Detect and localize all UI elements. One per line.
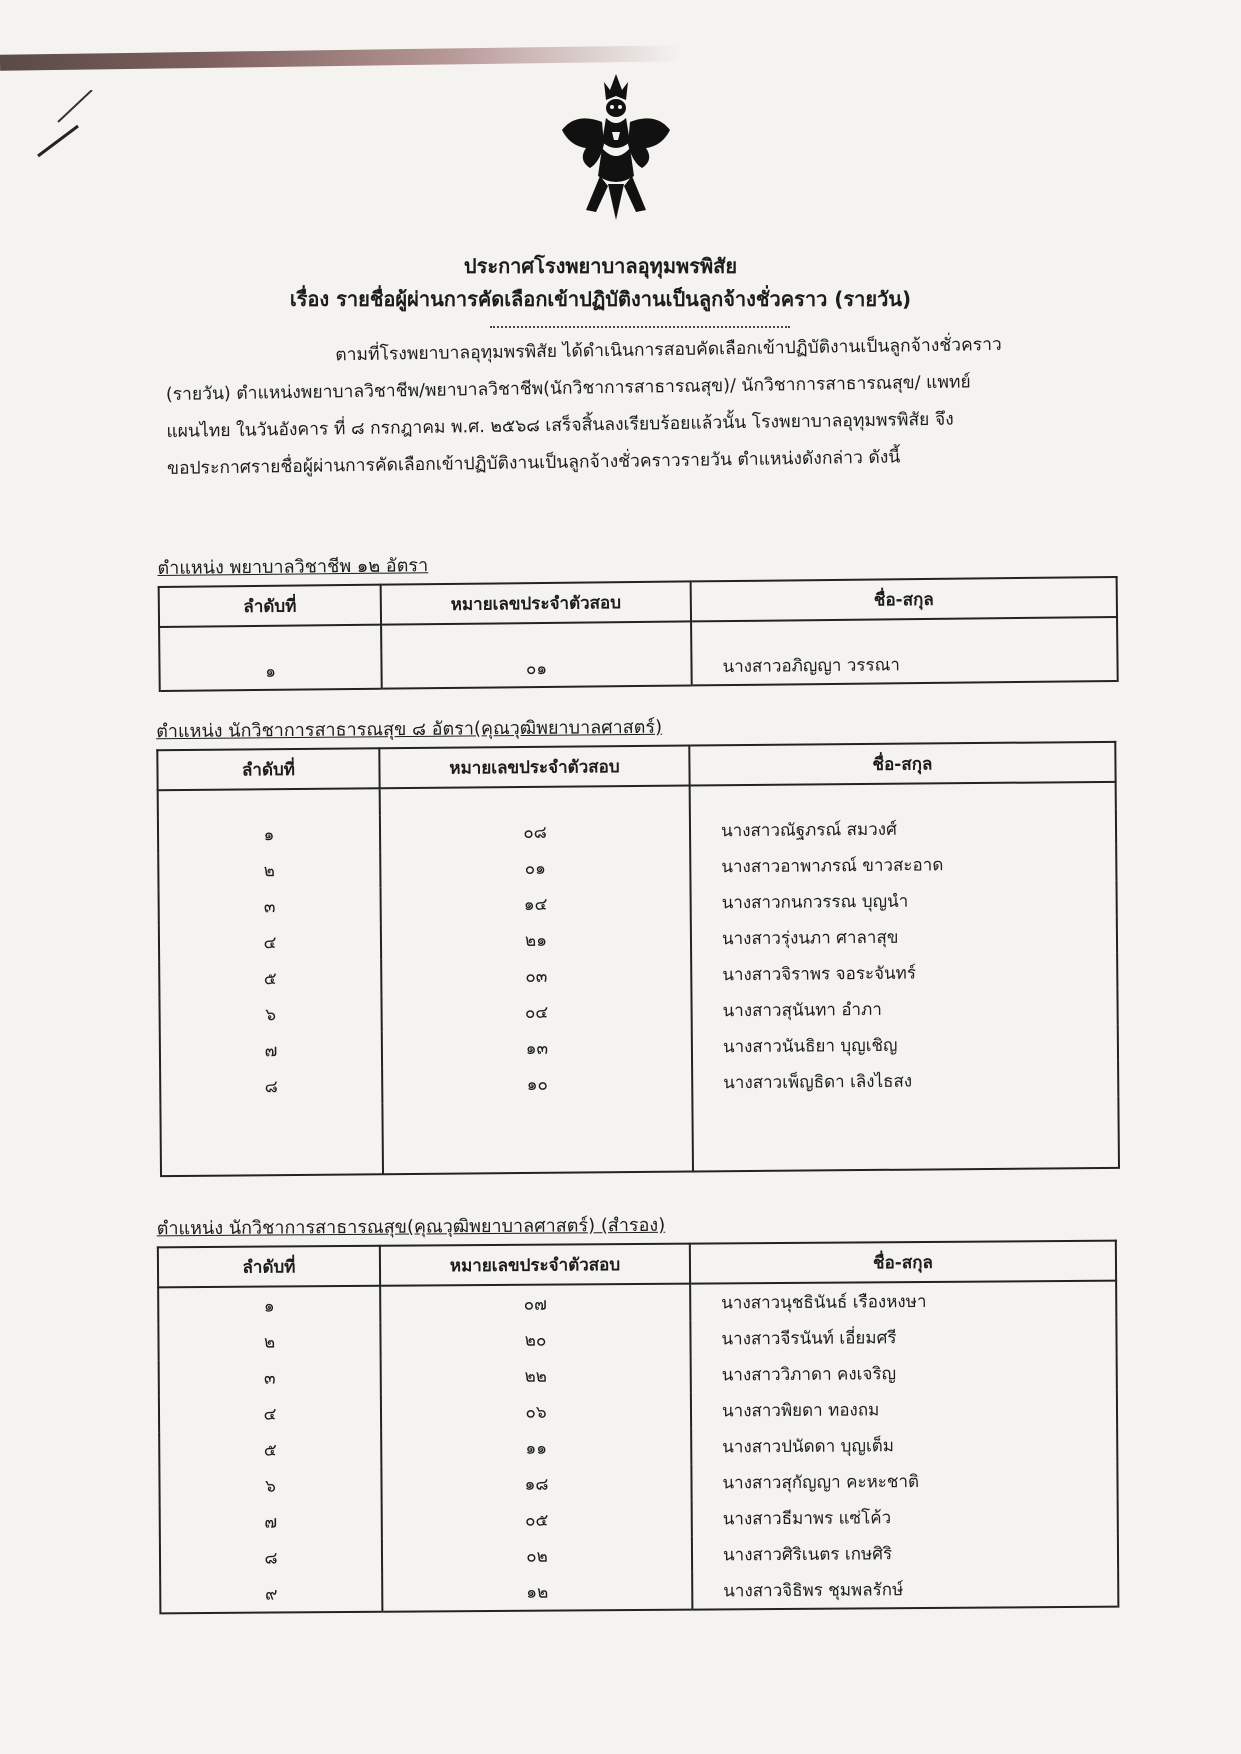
order-cell: ๒ [158,1323,380,1361]
order-cell: ๓ [159,887,381,925]
name-cell: นางสาวจิราพร จอระจันทร์ [691,953,1117,993]
announcement-subject: เรื่อง รายชื่อผู้ผ่านการคัดเลือกเข้าปฏิบัติงานเป็นลูกจ้างชั่วคราว (รายวัน) [289,287,912,311]
order-cell: ๘ [160,1067,382,1105]
column-header-name: ชื่อ-สกุล [689,742,1115,786]
name-cell: นางสาวอาพาภรณ์ ขาวสะอาด [690,845,1116,885]
exam-id-cell: ๑๑ [381,1429,691,1467]
order-cell: ๕ [159,959,381,997]
name-cell: นางสาวรุ่งนภา ศาลาสุข [691,917,1117,957]
section-heading: ตำแหน่ง นักวิชาการสาธารณสุข(คุณวุฒิพยาบาลศาสตร์) (สำรอง) [156,1214,666,1240]
body-line: ตามที่โรงพยาบาลอุทุมพรพิสัย ได้ดำเนินการสอบคัดเลือกเข้าปฏิบัติงานเป็นลูกจ้างชั่วคราว [335,334,1002,366]
exam-id-cell: ๑๔ [381,885,691,924]
exam-id-cell: ๑๘ [381,1465,691,1503]
exam-id-cell: ๐๖ [381,1393,691,1431]
section-heading: ตำแหน่ง นักวิชาการสาธารณสุข ๘ อัตรา(คุณวุฒิพยาบาลศาสตร์) [156,716,663,743]
candidates-table [156,741,1120,1177]
order-cell: ๑ [159,652,381,691]
exam-id-cell: ๑๒ [382,1573,692,1612]
exam-id-cell: ๐๒ [382,1537,692,1575]
name-cell: นางสาวกนกวรรณ บุญนำ [690,881,1116,921]
name-cell: นางสาวจิธิพร ชุมพลรักษ์ [692,1570,1118,1610]
name-cell: นางสาวธีมาพร แซ่โค้ว [692,1498,1118,1537]
exam-id-cell: ๐๑ [380,849,690,888]
column-header-order: ลำดับที่ [158,1246,380,1288]
exam-id-cell: ๑๓ [382,1029,692,1068]
order-cell: ๖ [159,995,381,1033]
exam-id-cell: ๐๓ [381,957,691,996]
order-cell: ๔ [159,923,381,961]
body-line: ขอประกาศรายชื่อผู้ผ่านการคัดเลือกเข้าปฏิบัติงานเป็นลูกจ้างชั่วคราวรายวัน ตำแหน่งดังกล่าว ดังนี้ [166,447,901,479]
name-cell: นางสาวปนัดดา บุญเต็ม [691,1426,1117,1465]
name-cell: นางสาวจีรนันท์ เอี่ยมศรี [690,1318,1116,1357]
candidates-table [158,576,1119,692]
name-cell: นางสาวนันธิยา บุญเชิญ [692,1025,1118,1065]
column-header-name: ชื่อ-สกุล [691,577,1117,621]
garuda-emblem-icon [556,72,676,222]
pen-marks [30,90,110,180]
name-cell: นางสาวนุชธินันธ์ เรืองหงษา [690,1281,1116,1321]
exam-id-cell: ๐๑ [381,648,691,688]
column-header-order: ลำดับที่ [157,748,379,790]
column-header-exam-id: หมายเลขประจำตัวสอบ [380,1244,690,1286]
exam-id-cell: ๐๔ [381,993,691,1032]
order-cell: ๔ [159,1395,381,1433]
column-header-exam-id: หมายเลขประจำตัวสอบ [379,746,689,789]
order-cell: ๑ [158,1286,380,1325]
announcement-body [165,325,1127,488]
body-line: แผนไทย ในวันอังคาร ที่ ๘ กรกฎาคม พ.ศ. ๒๕๖๘ เสร็จสิ้นลงเรียบร้อยแล้วนั้น โรงพยาบาลอุทุมพรพิสัย จึง [166,409,954,442]
exam-id-cell: ๒๐ [380,1321,690,1359]
order-cell: ๘ [160,1539,382,1577]
exam-id-cell: ๐๘ [380,813,690,852]
order-cell: ๙ [160,1575,382,1614]
name-cell: นางสาวสุกัญญา คะหะชาติ [691,1462,1117,1501]
order-cell: ๗ [160,1031,382,1069]
column-header-order: ลำดับที่ [159,585,381,627]
name-cell: นางสาวพิยดา ทองถม [691,1390,1117,1429]
section-heading: ตำแหน่ง พยาบาลวิชาชีพ ๑๒ อัตรา [157,555,429,580]
column-header-name: ชื่อ-สกุล [690,1241,1116,1284]
name-cell: นางสาวสุนันทา อำภา [691,989,1117,1029]
scan-edge [0,45,680,70]
candidates-table [157,1240,1120,1615]
section-reserve-list [157,1207,1120,1615]
section-public-health-officer [156,708,1120,1177]
body-line: (รายวัน) ตำแหน่งพยาบาลวิชาชีพ/พยาบาลวิชาชีพ(นักวิชาการสาธารณสุข)/ นักวิชาการสาธารณสุข/ แพทย์ [165,372,971,405]
name-cell: นางสาวเพ็ญธิดา เลิงไธสง [692,1061,1118,1101]
exam-id-cell: ๒๒ [381,1357,691,1395]
section-registered-nurse [157,543,1118,692]
exam-id-cell: ๒๑ [381,921,691,960]
name-cell: นางสาวอภิญญา วรรณา [691,644,1117,685]
exam-id-cell: ๐๗ [380,1284,690,1323]
name-cell: นางสาววิภาดา คงเจริญ [691,1354,1117,1393]
order-cell: ๓ [159,1359,381,1397]
name-cell: นางสาวศิริเนตร เกษศิริ [692,1534,1118,1573]
dotted-divider [490,326,790,328]
announcement-title: ประกาศโรงพยาบาลอุทุมพรพิสัย [463,254,738,278]
table-row [160,1570,1118,1614]
order-cell: ๕ [159,1431,381,1469]
column-header-exam-id: หมายเลขประจำตัวสอบ [381,581,691,624]
order-cell: ๑ [158,815,380,853]
exam-id-cell: ๑๐ [382,1065,692,1104]
order-cell: ๖ [159,1467,381,1505]
exam-id-cell: ๐๕ [382,1501,692,1539]
name-cell: นางสาวณัฐภรณ์ สมวงศ์ [690,809,1116,849]
order-cell: ๗ [160,1503,382,1541]
order-cell: ๒ [158,851,380,889]
